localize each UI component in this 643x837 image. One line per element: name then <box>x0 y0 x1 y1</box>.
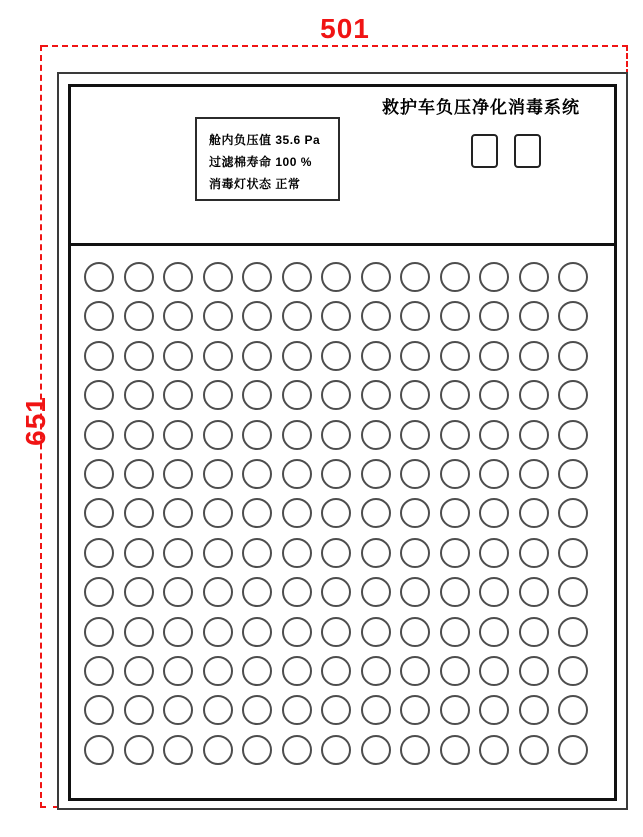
vent-hole <box>282 459 312 489</box>
vent-hole <box>203 420 233 450</box>
vent-hole <box>400 380 430 410</box>
vent-hole <box>84 301 114 331</box>
vent-hole <box>479 577 509 607</box>
vent-hole <box>124 301 154 331</box>
vent-hole <box>558 380 588 410</box>
pressure-label: 舱内负压值 <box>209 133 272 147</box>
vent-hole <box>519 735 549 765</box>
vent-hole <box>242 380 272 410</box>
vent-hole <box>479 380 509 410</box>
vent-hole <box>203 380 233 410</box>
filter-life-label: 过滤棉寿命 <box>209 155 272 169</box>
vent-hole <box>282 735 312 765</box>
vent-hole <box>558 459 588 489</box>
vent-hole <box>203 301 233 331</box>
vent-hole <box>321 538 351 568</box>
vent-hole <box>124 695 154 725</box>
vent-hole <box>440 262 470 292</box>
vent-hole <box>163 420 193 450</box>
vent-hole <box>361 262 391 292</box>
vent-hole <box>124 420 154 450</box>
vent-hole <box>282 498 312 528</box>
vent-hole <box>400 617 430 647</box>
vent-hole <box>440 695 470 725</box>
lamp-status-value: 正常 <box>275 177 301 191</box>
vent-hole <box>84 420 114 450</box>
vent-hole <box>282 617 312 647</box>
vent-hole <box>440 341 470 371</box>
vent-hole <box>282 262 312 292</box>
vent-hole <box>163 656 193 686</box>
vent-hole <box>440 380 470 410</box>
vent-hole <box>124 656 154 686</box>
vent-hole <box>242 301 272 331</box>
vent-hole <box>361 459 391 489</box>
vent-hole <box>321 262 351 292</box>
vent-hole <box>558 498 588 528</box>
vent-hole <box>321 498 351 528</box>
vent-hole <box>124 617 154 647</box>
vent-hole <box>361 420 391 450</box>
vent-hole <box>242 695 272 725</box>
vent-hole <box>361 538 391 568</box>
vent-hole <box>400 262 430 292</box>
vent-hole <box>84 459 114 489</box>
vent-hole <box>163 341 193 371</box>
vent-hole <box>163 498 193 528</box>
width-dimension-end-tick <box>626 45 628 75</box>
vent-hole <box>400 735 430 765</box>
vent-hole <box>282 656 312 686</box>
vent-hole <box>242 538 272 568</box>
vent-hole <box>558 301 588 331</box>
vent-hole <box>440 617 470 647</box>
vent-hole <box>124 341 154 371</box>
vent-hole <box>242 459 272 489</box>
vent-hole <box>321 656 351 686</box>
vent-hole <box>321 420 351 450</box>
vent-hole <box>400 538 430 568</box>
pressure-value: 35.6 Pa <box>275 133 321 147</box>
vent-hole <box>203 735 233 765</box>
vent-hole <box>400 420 430 450</box>
vent-hole <box>242 420 272 450</box>
vent-hole <box>84 498 114 528</box>
vent-hole <box>84 735 114 765</box>
vent-hole <box>242 656 272 686</box>
vent-hole <box>163 538 193 568</box>
vent-hole <box>519 341 549 371</box>
vent-hole <box>400 459 430 489</box>
lcd-display <box>195 117 340 201</box>
vent-hole <box>519 262 549 292</box>
vent-hole <box>400 301 430 331</box>
vent-hole <box>558 577 588 607</box>
vent-hole <box>321 459 351 489</box>
vent-hole <box>203 617 233 647</box>
lamp-status-label: 消毒灯状态 <box>209 177 272 191</box>
vent-hole <box>321 617 351 647</box>
vent-hole <box>84 617 114 647</box>
vent-hole <box>361 617 391 647</box>
vent-hole <box>440 538 470 568</box>
filter-life-value: 100 % <box>275 155 312 169</box>
vent-hole <box>558 341 588 371</box>
vent-hole <box>282 695 312 725</box>
vent-hole <box>400 577 430 607</box>
vent-hole <box>163 577 193 607</box>
display-line-filter-life <box>209 151 338 173</box>
vent-hole <box>479 420 509 450</box>
vent-hole <box>124 459 154 489</box>
vent-hole <box>242 577 272 607</box>
vent-hole <box>242 735 272 765</box>
vent-hole <box>361 380 391 410</box>
vent-hole <box>440 301 470 331</box>
vent-hole <box>163 380 193 410</box>
vent-hole <box>203 577 233 607</box>
vent-hole <box>321 695 351 725</box>
panel-title: 救护车负压净化消毒系统 <box>382 98 580 117</box>
vent-hole <box>479 498 509 528</box>
vent-hole <box>558 695 588 725</box>
vent-hole <box>400 695 430 725</box>
height-dimension-label: 651 <box>20 396 51 446</box>
vent-hole <box>361 341 391 371</box>
vent-hole <box>163 695 193 725</box>
vent-hole <box>400 341 430 371</box>
vent-hole <box>203 262 233 292</box>
vent-hole <box>519 656 549 686</box>
vent-hole <box>361 498 391 528</box>
vent-hole <box>479 735 509 765</box>
vent-hole <box>321 735 351 765</box>
vent-hole <box>558 656 588 686</box>
vent-hole <box>203 656 233 686</box>
panel-button-2[interactable] <box>514 134 541 168</box>
vent-hole <box>163 262 193 292</box>
vent-hole <box>282 380 312 410</box>
vent-hole <box>479 262 509 292</box>
vent-hole <box>479 617 509 647</box>
vent-hole <box>558 735 588 765</box>
vent-hole <box>519 577 549 607</box>
vent-hole <box>440 577 470 607</box>
vent-hole <box>558 262 588 292</box>
vent-hole <box>84 341 114 371</box>
vent-hole <box>282 538 312 568</box>
vent-hole <box>519 459 549 489</box>
vent-hole <box>361 656 391 686</box>
vent-hole <box>361 695 391 725</box>
vent-hole <box>440 459 470 489</box>
display-line-lamp-status <box>209 173 338 195</box>
vent-hole <box>361 577 391 607</box>
header-divider-line <box>71 243 614 246</box>
vent-hole <box>84 262 114 292</box>
vent-hole <box>203 459 233 489</box>
vent-hole <box>440 420 470 450</box>
vent-hole <box>440 735 470 765</box>
vent-hole <box>84 695 114 725</box>
panel-button-1[interactable] <box>471 134 498 168</box>
vent-hole <box>479 695 509 725</box>
vent-hole <box>519 617 549 647</box>
vent-hole <box>124 380 154 410</box>
vent-hole <box>282 577 312 607</box>
vent-hole <box>124 262 154 292</box>
vent-hole <box>124 538 154 568</box>
vent-hole <box>321 341 351 371</box>
vent-hole <box>203 341 233 371</box>
vent-hole <box>321 577 351 607</box>
vent-hole <box>203 695 233 725</box>
vent-hole <box>84 656 114 686</box>
vent-hole <box>124 498 154 528</box>
vent-hole <box>282 341 312 371</box>
vent-hole <box>440 498 470 528</box>
vent-hole <box>558 617 588 647</box>
vent-hole <box>84 538 114 568</box>
vent-hole <box>84 380 114 410</box>
vent-hole <box>479 538 509 568</box>
vent-hole <box>282 420 312 450</box>
vent-hole <box>558 420 588 450</box>
vent-hole <box>163 301 193 331</box>
vent-hole <box>479 459 509 489</box>
vent-hole <box>163 617 193 647</box>
vent-hole <box>163 459 193 489</box>
width-dimension-line <box>42 45 628 47</box>
ventilation-hole-grid <box>84 262 588 765</box>
vent-hole <box>479 341 509 371</box>
vent-hole <box>203 498 233 528</box>
vent-hole <box>558 538 588 568</box>
vent-hole <box>282 301 312 331</box>
vent-hole <box>519 538 549 568</box>
vent-hole <box>321 301 351 331</box>
display-line-pressure <box>209 129 338 151</box>
vent-hole <box>124 577 154 607</box>
vent-hole <box>361 735 391 765</box>
vent-hole <box>440 656 470 686</box>
vent-hole <box>361 301 391 331</box>
vent-hole <box>203 538 233 568</box>
vent-hole <box>479 301 509 331</box>
vent-hole <box>400 498 430 528</box>
vent-hole <box>519 420 549 450</box>
vent-hole <box>242 617 272 647</box>
vent-hole <box>242 341 272 371</box>
vent-hole <box>519 695 549 725</box>
vent-hole <box>163 735 193 765</box>
vent-hole <box>519 301 549 331</box>
vent-hole <box>321 380 351 410</box>
vent-hole <box>124 735 154 765</box>
vent-hole <box>242 262 272 292</box>
vent-hole <box>519 380 549 410</box>
vent-hole <box>479 656 509 686</box>
width-dimension-label: 501 <box>320 13 370 44</box>
vent-hole <box>519 498 549 528</box>
vent-hole <box>242 498 272 528</box>
vent-hole <box>84 577 114 607</box>
vent-hole <box>400 656 430 686</box>
